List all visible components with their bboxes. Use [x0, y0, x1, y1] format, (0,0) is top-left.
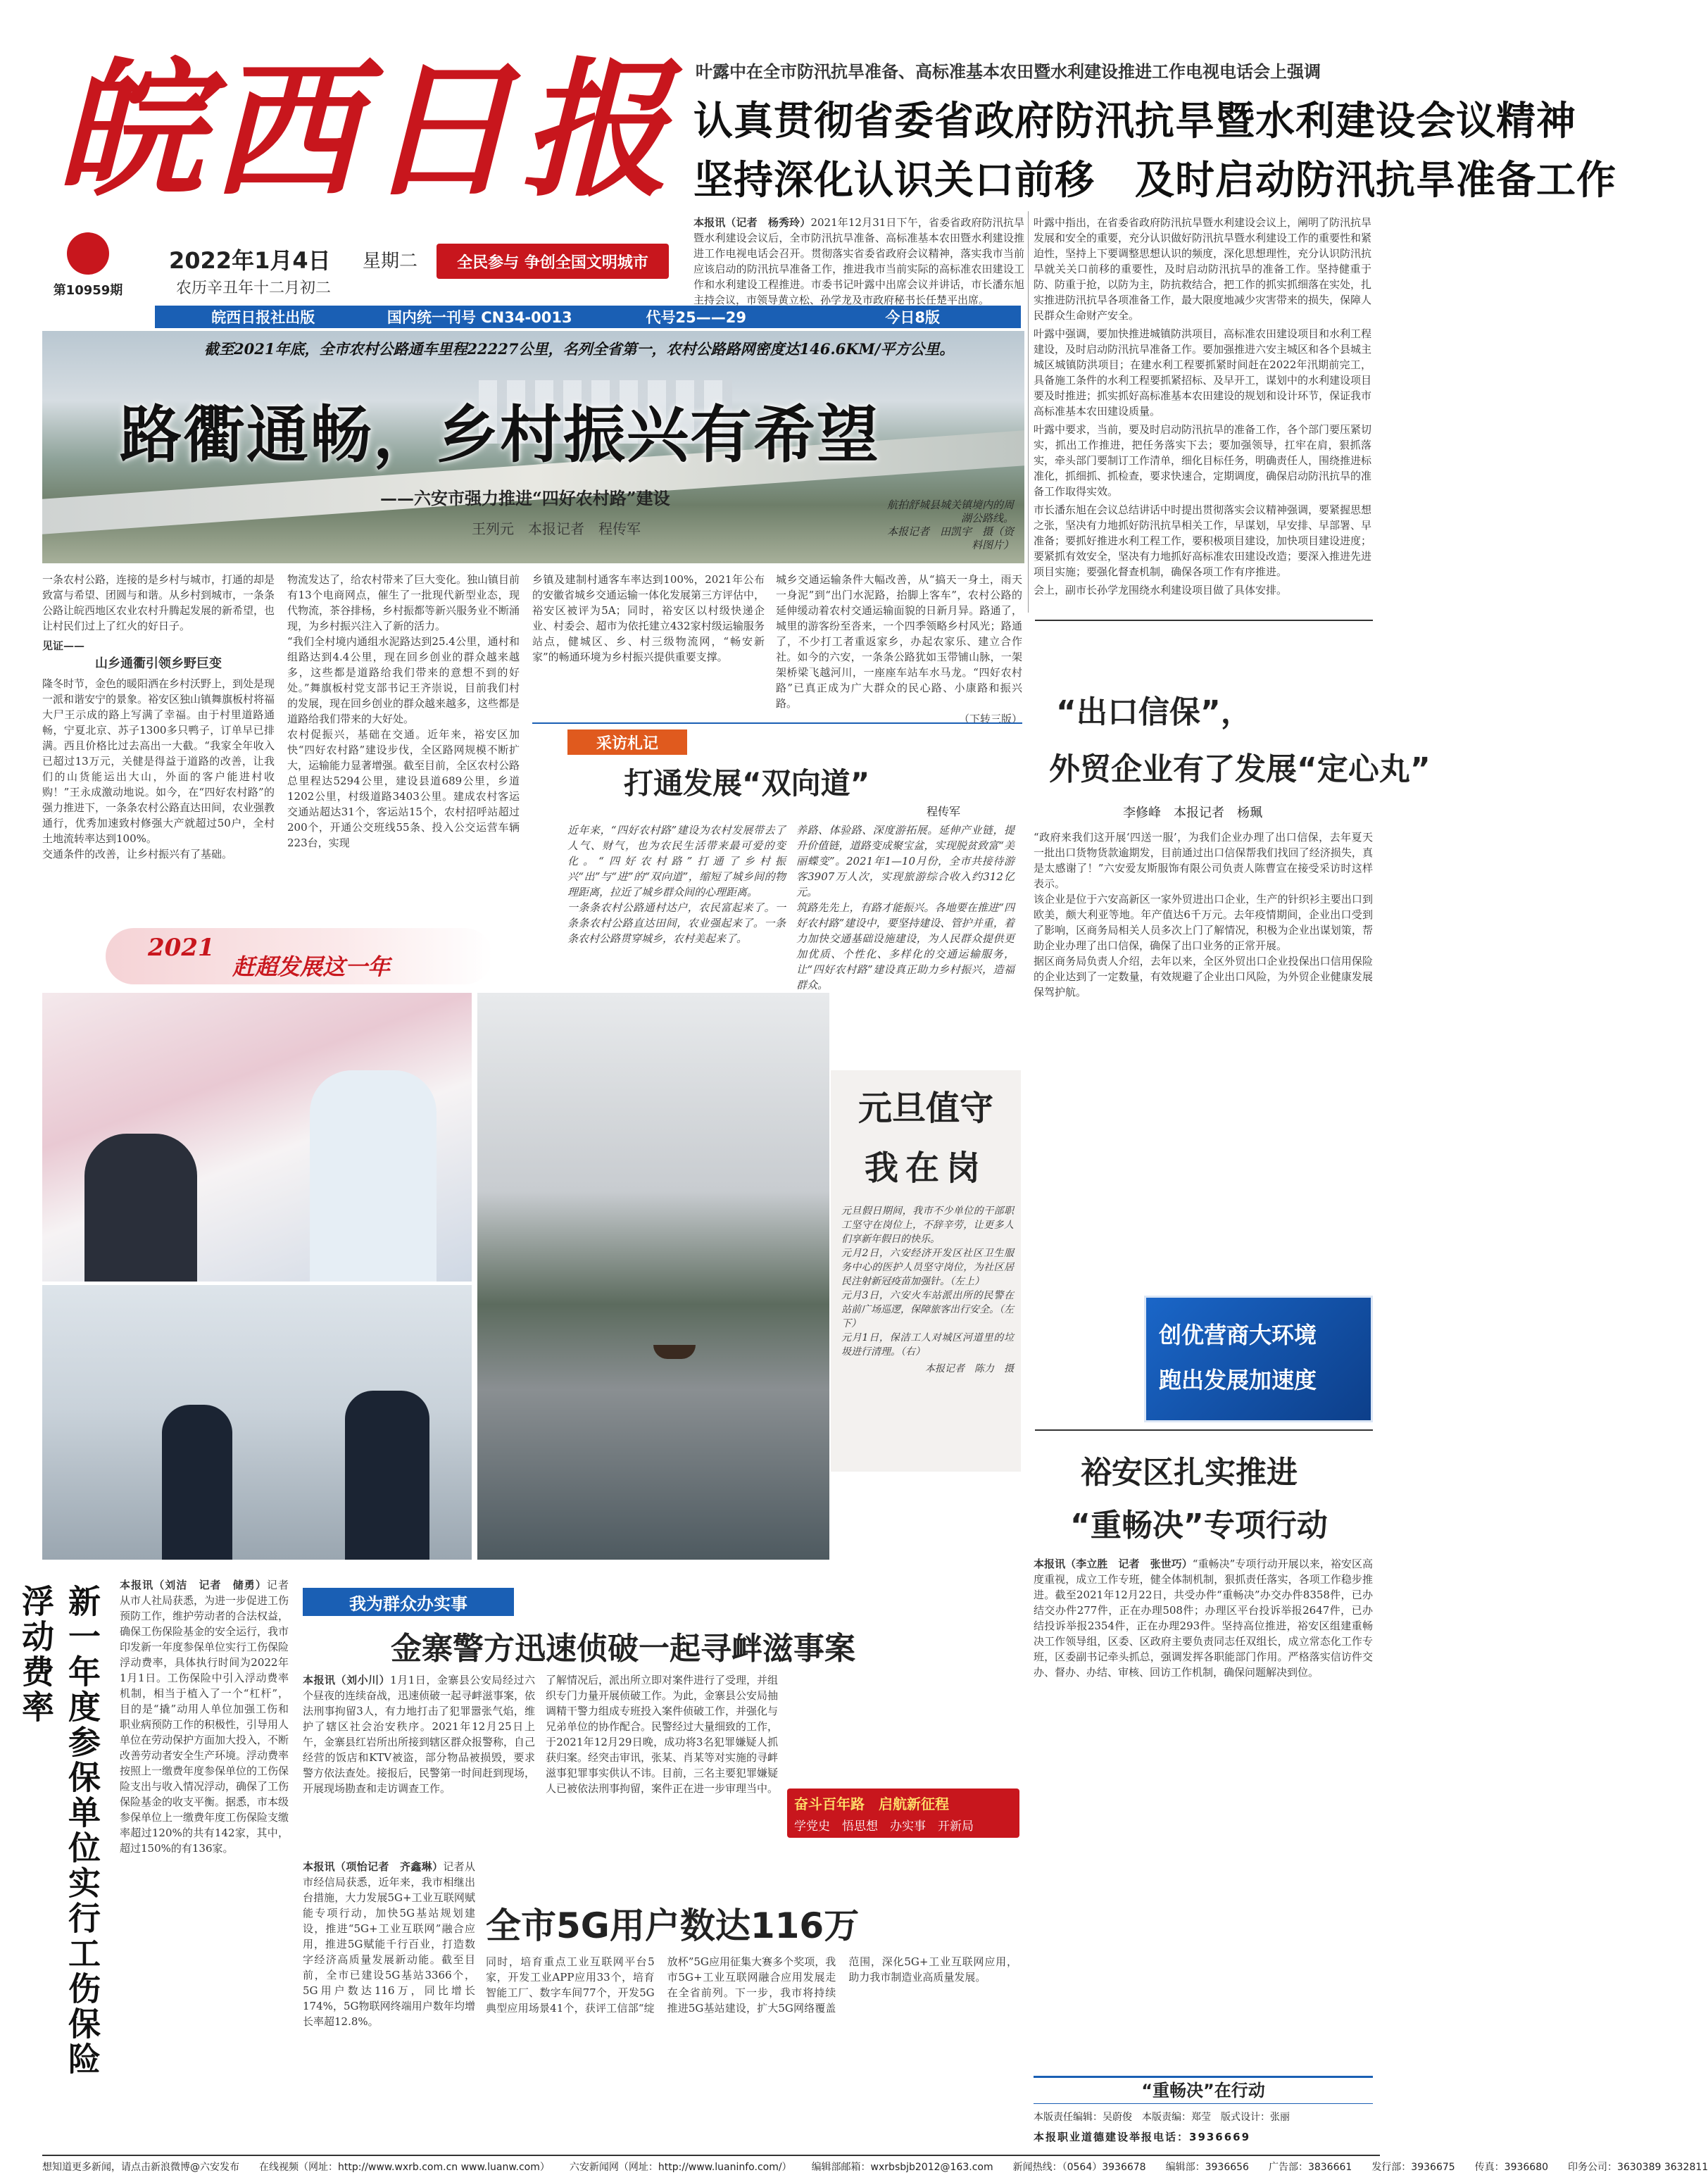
fiveg-text-b: 同时，培育重点工业互联网平台5家，开发工业APP应用33个，培育智能工厂、数字车间77个，开发5G典型应用场景41个，获评工信部“绽放杯”5G应用征集大赛多个奖项，我市5G+工业互联网融合应用发展走在全省前列。下一步，我市将持续推进5G基站建设，扩大5G网络覆盖范围，深化5G+工业互联网应用，助力我市制造业高质量发展。: [486, 1955, 1017, 2015]
yuan-body: [1034, 1556, 1373, 2077]
commentary-headline: 打通发展“双向道”: [624, 766, 870, 801]
fiveg-col-1: [303, 1859, 475, 2141]
year-banner: [106, 928, 493, 984]
feature-byline: 王列元 本报记者 程传军: [472, 520, 641, 537]
commentary-byline: 程传军: [927, 805, 961, 818]
right-feature-headline-2: 外贸企业有了发展“定心丸”: [1049, 751, 1431, 787]
top-story-byline: 本报讯（记者 杨秀玲）: [693, 216, 811, 229]
footer-item: 想知道更多新闻，请点击新浪微博@六安发布: [42, 2162, 239, 2173]
yuandan-text-d: 元月1日，保洁工人对城区河道里的垃圾进行清理。（右）: [841, 1332, 1014, 1358]
footer-item: 发行部：3936675: [1371, 2162, 1455, 2173]
caption-text: 航拍舒城县城关镇境内的周湖公路线。: [886, 499, 1014, 525]
police-text-b: 了解情况后，派出所立即对案件进行了受理，并组织专门力量开展侦破工作。为此，金寨县公安局抽调精干警力组成专班投入案件侦破工作，并强化与兄弟单位的协作配合。民警经过大量细致的工作，于2021年12月29日晚，成功将3名犯罪嫌疑人抓获归案。经突击审讯，张某、肖某等对实施的寻衅滋事犯罪事实供认不讳。目前，三名主要犯罪嫌疑人已被依法刑事拘留，案件正在进一步审理当中。: [546, 1674, 779, 1795]
police-tag: 我为群众办实事: [303, 1588, 514, 1616]
yuan-headline-2: “重畅决”专项行动: [1070, 1508, 1328, 1543]
caption-credit: 本报记者 田凯宇 摄（资料图片）: [886, 525, 1014, 551]
footer-bar: [42, 2155, 1708, 2174]
feature-deck: 截至2021年底，全市农村公路通车里程22227公里，名列全省第一，农村公路路网密度达146.6KM/平方公里。: [204, 340, 955, 358]
photo-figure: [345, 1391, 429, 1560]
box-headline-2: 跑出发展加速度: [1159, 1367, 1317, 1393]
yuan-headline-1: 裕安区扎实推进: [1081, 1455, 1298, 1491]
footer-item: 六安新闻网（网址：http://www.luaninfo.com/）: [569, 2162, 792, 2173]
police-headline: 金寨警方迅速侦破一起寻衅滋事案: [391, 1631, 855, 1667]
footer-item: 新闻热线：（0564）3936678: [1012, 2162, 1146, 2173]
photo-figure: [84, 1134, 197, 1282]
footer-item: 广告部：3836661: [1268, 2162, 1352, 2173]
police-byline: 本报讯（刘小川）: [303, 1674, 391, 1686]
badge-line-2: 学党史 悟思想 办实事 开新局: [794, 1819, 974, 1834]
yuandan-text-a: 元旦假日期间，我市不少单位的干部职工坚守在岗位上，不辞辛劳，让更多人们享新年假日的快乐。: [841, 1205, 1014, 1245]
yuandan-text-b: 元月2日，六安经济开发区社区卫生服务中心的医护人员坚守岗位，为社区居民注射新冠疫苗加强针。（左上）: [841, 1248, 1014, 1287]
masthead-date: 2022年1月4日: [169, 247, 331, 274]
commentary-text-b: 一条条农村公路通村达户，农民富起来了。一条条农村公路直达田间，农业强起来了。一条条农村公路贯穿城乡，农村美起来了。: [567, 901, 786, 945]
top-story-text-a: 2021年12月31日下午，省委省政府防汛抗旱暨水利建设会议后，全市防汛抗旱准备、高标准基本农田暨水利建设推进工作电视电话会召开。贯彻落实省委省政府会议精神，落实我市当前应该启动的防汛抗旱准备工作，推进我市当前实际的高标准农田建设工作和水利建设工程推进。市委书记叶露中出席会议并讲话，市长潘东旭主持会议，市领导黄立松、孙学龙及市政府秘书长任楚平出席。: [693, 216, 1024, 306]
feature-col2-text-c: 农村促振兴，基础在交通。近年来，裕安区加快“四好农村路”建设步伐，全区路网规模不断扩大，运输能力显著增强。截至目前，全区农村公路总里程达5294公里，建设县道689公里，乡道1202公里，村级道路3403公里。建成农村客运交通站超达31个，客运站15个，农村招呼站超过200个，开通公交班线55条、投入公交运营车辆223台，实现: [287, 728, 520, 849]
injury-byline: 本报讯（刘洁 记者 储勇）: [120, 1579, 267, 1591]
top-story-text-c: 叶露中强调，要加快推进城镇防洪项目，高标准农田建设项目和水利工程建设，及时启动防汛抗旱准备工作。要加强推进六安主城区和各个县城主城区城镇防洪项目；在建水利工程要抓紧时间赶在2022年汛期前完工，具备施工条件的水利工程要抓紧招标、及早开工，谋划中的水利建设项目要及时推进；抓实抓好高标准基本农田建设的规划和设计环节，保证我市高标准基本农田建设质量。: [1034, 327, 1372, 418]
issue-badge: [42, 232, 134, 303]
fiveg-col-2: [486, 1954, 1017, 2141]
right-feature-text-c: 据区商务局负责人介绍，去年以来，全区外贸出口企业投保出口信用保险的企业达到了一定数量，有效规避了企业出口风险，为外贸企业健康发展保驾护航。: [1034, 955, 1373, 998]
fiveg-headline: 全市5G用户数达116万: [486, 1905, 860, 1946]
commentary-text-a: 近年来，“四好农村路”建设为农村发展带去了人气、财气，也为农民生活带来最可爱的变化。“四好农村路”打通了乡村振兴“出”与“进”的“双向道”，缩短了城乡间的物理距离，拉近了城乡群众间的心理距离。: [567, 824, 786, 898]
yuan-text: “重畅决”专项行动开展以来，裕安区高度重视，成立工作专班，健全体制机制，狠抓责任落实，各项工作稳步推进。截至2021年12月22日，共受办件“重畅决”办交办件8358件，已办结交办件277件，正在办理508件；办理区平台投诉举报2647件，已办结投诉举报2354件，正在办理293件。坚持高位推进，裕安区组建重畅决工作领导组，区委、区政府主要负责同志任双组长，成立常态化工作专班，区委副书记牵头抓总，强调发挥各职能部门作用。严格落实信访件交办、督办、办结、审核、回访工作机制，确保问题解决到位。: [1034, 1558, 1373, 1679]
hotline-ad: 本报职业道德建设举报电话：3936669: [1034, 2131, 1251, 2143]
yuandan-headline-2: 我在岗: [864, 1148, 987, 1188]
box-headline-1: 创优营商大环境: [1159, 1322, 1317, 1348]
injury-text: 记者从市人社局获悉，为进一步促进工伤预防工作，维护劳动者的合法权益，确保工伤保险基金的安全运行，我市印发新一年度参保单位实行工伤保险浮动费率，具体执行时间为2022年1月1日。工伤保险中引入浮动费率机制，相当于植入了一个“杠杆”，目的是“撬”动用人单位加强工伤和职业病预防工作的积极性，引导用人单位在劳动保护方面加大投入，不断改善劳动者安全生产环境。浮动费率按照上一缴费年度参保单位的工伤保险支出与收入情况浮动，确保了工伤保险基金的收支平衡。据悉，市本级参保单位上一缴费年度工伤保险支缴率超过120%的共有142家，其中，超过150%的有136家。: [120, 1579, 289, 1855]
feature-col1-text-a: 一条农村公路，连接的是乡村与城市，打通的却是致富与希望、团圆与和谐。从乡村到城市，一条条公路让皖西地区农业农村升腾起发展的新希望，也让村民们过上了红火的好日子。: [42, 573, 275, 632]
feature-col2-text-b: “我们全村境内通组水泥路达到25.4公里，通村和组路达到4.4公里，现在回乡创业的群众越来越多，这些都是道路给我们带来的意想不到的好处。”舞旗板村党支部书记王齐崇说，目前我们村的发展，现在回乡创业的群众越来越多，这些都是道路给我们带来的大好处。: [287, 635, 520, 725]
divider: [1035, 1429, 1373, 1431]
top-story-body-2: [1034, 215, 1371, 609]
police-text-a: 1月1日，金寨县公安局经过六个昼夜的连续奋战，迅速侦破一起寻衅滋事案，依法刑事拘留3人，有力地打击了犯罪嚣张气焰，维护了辖区社会治安秩序。2021年12月25日上午，金寨县红岩所出所接到辖区群众报警称，自己经营的饭店和KTV被盗，部分物品被损毁，要求警方依法查处。接报后，民警第一时间赶到现场，开展现场勘查和走访调查工作。: [303, 1674, 536, 1795]
top-story-body-1: [693, 215, 1024, 306]
footer-item: 编辑部邮箱：wxrbsbjb2012@163.com: [811, 2162, 993, 2173]
yuandan-credit: 本报记者 陈力 摄: [925, 1363, 1014, 1374]
photo-boat: [653, 1345, 696, 1359]
commentary-text-d: 筑路先先上，有路才能振兴。各地要在推进“四好农村路”建设中，要坚持建设、管护并重，着力加快交通基础设施建设，为人民群众提供更加优质、个性化、多样化的交通运输服务，让“四好农村路”建设真正助力乡村振兴，造福群众。: [796, 901, 1015, 991]
yuan-box: “重畅决”在行动: [1034, 2076, 1373, 2104]
issue-number: 第10959期: [53, 283, 123, 298]
commentary-col-1: [567, 822, 786, 984]
feature-col3-text-b: 城乡交通运输条件大幅改善，从“搞天一身土，雨天一身泥”到“出门水泥路，抬脚上客车”，农村公路的延伸缓动着农村交通运输面貌的日新月异。路通了，城里的游客纷至沓来，一个四季领略乡村风光；路通了，不少打工者重返家乡，办起农家乐、建立合作社。如今的六安，一条条公路犹如玉带铺山脉，一架架桥梁飞越河川，一座座车站车水马龙。“四好农村路”已真正成为广大群众的民心路、小康路和振兴路。: [776, 573, 1022, 710]
right-feature-box: [1144, 1296, 1373, 1422]
info-publisher: 皖西日报社出版: [211, 309, 315, 326]
yuan-byline: 本报讯（李立胜 记者 张世巧）: [1034, 1558, 1193, 1570]
top-story-text-b: 叶露中指出，在省委省政府防汛抗旱暨水利建设会议上，阐明了防汛抗旱发展和安全的重要，充分认识做好防汛抗旱暨水利建设工作的重要性和紧迫性，坚持上下要调整思想认识的频度，深化思想理性，充分认识防汛抗旱就关关口前移的重要性，及时启动防汛抗旱的准备工作。坚持健重于防、防重于抢，以防为主，防抗救结合，把工作的抓实抓细落在实处，扎实推进防汛抗旱各项准备工作，最大限度地减少灾害带来的损失，保障人民群众生命财产安全。: [1034, 216, 1372, 322]
photo-river: [477, 993, 829, 1560]
yuandan-headline-1: 元旦值守: [858, 1089, 993, 1128]
fiveg-byline: 本报讯（项怡记者 齐鑫琳）: [303, 1860, 444, 1873]
divider: [1035, 620, 1373, 621]
feature-subhead: ——六安市强力推进“四好农村路”建设: [380, 488, 670, 508]
masthead-lunar: 农历辛丑年十二月初二: [176, 280, 332, 297]
photo-figure: [162, 1405, 232, 1560]
feature-col1-text-c: 交通条件的改善，让乡村振兴有了基础。: [42, 848, 233, 860]
year-banner-text: 赶超发展这一年: [232, 953, 391, 980]
injury-headline: 新一年度参保单位实行工伤保险浮动费率: [17, 1584, 101, 2077]
top-story-headline-2: 坚持深化认识关口前移 及时启动防汛抗旱准备工作: [693, 158, 1616, 203]
feature-col3-text-a: 乡镇及建制村通客车率达到100%，2021年公布的安徽省城乡交通运输一体化发展第三方评估中，裕安区被评为5A；同时，裕安区以村级快递企业、村委会、超市为依托建立432家村级运输服务站点，健城区、乡、村三级物流网，“畅安新家”的畅通环境为乡村振兴提供重要支撑。: [532, 573, 765, 663]
divider: [1028, 211, 1029, 613]
feature-col1-text-b: 隆冬时节，金色的暖阳洒在乡村沃野上，到处是现一派和谐安宁的景象。裕安区独山镇舞旗板村将福大尸王示成的路上写满了幸福。由于村里道路通畅，宁夏北京、苏子1300多只鸭子，订单早已排满。西且价格比过去高出一大截。“我家全年收入已超过13万元，关健是得益于道路的改善，让我们的山货能运出大山，外面的客户能进村收购！”王永成激动地说。如今，在“四好农村路”的强力推进下，一条条农村公路直达田间，农业强教通行，优秀加速致村修强大产就超过50户，全村土地流转率达到100%。: [42, 677, 275, 845]
masthead-weekday: 星期二: [363, 251, 418, 272]
logo-emblem: [67, 232, 109, 275]
footer-item: 印务公司：3630389 3632811: [1568, 2162, 1708, 2173]
top-story-text-f: 会上，副市长孙学龙围绕水利建设项目做了具体安排。: [1034, 584, 1288, 596]
feature-col-3: [532, 572, 765, 727]
right-feature-body: [1034, 829, 1373, 1294]
yuandan-body: [841, 1204, 1014, 1458]
info-code: 代号25——29: [646, 309, 746, 326]
feature-col2-text-a: 物流发达了，给农村带来了巨大变化。独山镇目前有13个电商网点，催生了一批现代新型业态，现代物流，茶谷排杨，乡村振都等新兴服务业不断涌现，为乡村振兴注入了新的活力。: [287, 573, 520, 632]
feature-headline: 路衢通畅，乡村振兴有希望: [120, 399, 881, 471]
year-banner-year: 2021: [148, 934, 215, 962]
photo-station: [42, 1285, 472, 1560]
injury-body: [120, 1577, 289, 2141]
footer-item: 传真：3936680: [1474, 2162, 1549, 2173]
footer-item: 在线视频（网址：http://www.wxrb.com.cn www.luanw.com）: [259, 2162, 550, 2173]
info-cn: 国内统一刊号 CN34-0013: [387, 309, 572, 326]
commentary-col-2: [796, 822, 1015, 991]
photo-figure: [310, 1070, 437, 1282]
photo-medical: [42, 993, 472, 1282]
info-bar: [155, 306, 1021, 328]
right-feature-text-a: “政府来我们这开展‘四送一服’，为我们企业办理了出口信保，去年夏天一批出口货物货款逾期发，目前通过出口信保帮我们找回了经济损失，真是太感谢了！”六安爱友斯服饰有限公司负责人陈曹宣在接受采访时这样表示。: [1034, 831, 1373, 890]
feature-col-1: [42, 572, 275, 903]
footer-item: 编辑部：3936656: [1165, 2162, 1249, 2173]
police-badge: [787, 1789, 1019, 1838]
top-story-text-e: 市长潘东旭在会议总结讲话中时提出贯彻落实会议精神强调，要紧握思想之张，坚决有力地抓好防汛抗旱相关工作，早谋划，早安排、早部署、早准备；要抓好推进水利工程工作，要积极项目建设，加快项目建设进度；要紧抓有效安全，坚决有力地抓好高标准农田建设改造；要深入推进先进项目实施；要强化督查机制，确保各项工作有序推进。: [1034, 503, 1372, 578]
badge-line-1: 奋斗百年路 启航新征程: [794, 1796, 949, 1812]
feature-col-4: [776, 572, 1022, 725]
feature-photo-caption: [880, 499, 1014, 552]
feature-col-2: [287, 572, 520, 903]
commentary-text-c: 养路、体验路、深度游拓展。延伸产业链，提升价值链，道路变成聚宝盆，实现脱贫致富“美丽蝶变”。2021年1—10月份，全市共接待游客3907万人次，实现旅游综合收入约312亿元。: [796, 824, 1015, 898]
slogan-badge: 全民参与 争创全国文明城市: [437, 244, 669, 279]
feature-col1-subhead: 山乡通衢引领乡野巨变: [95, 656, 222, 671]
top-story-text-d: 叶露中要求，当前，要及时启动防汛抗旱的准备工作，各个部门要压紧切实，抓出工作推进，把任务落实下去；要加强领导，扛牢在肩，狠抓落实，牵头部门要制订工作清单，细化目标任务，明确责任人，围绕推进标准化，抓细抓、抓检查，要求快速合，定期调度，确保启动防汛抗旱的准备工作取得实效。: [1034, 423, 1372, 498]
editor-credits: 本版责任编辑：吴蔚俊 本版责编：郑莹 版式设计：张丽: [1034, 2112, 1290, 2123]
commentary-box: [532, 722, 1022, 990]
commentary-tag: 采访札记: [567, 729, 687, 755]
info-pages: 今日8版: [885, 309, 941, 326]
right-feature-headline-1: “出口信保”，: [1056, 694, 1252, 730]
yuandan-text-c: 元月3日，六安火车站派出所的民警在站前广场巡逻，保障旅客出行安全。（左下）: [841, 1290, 1014, 1329]
right-feature-byline: 李修峰 本报记者 杨珮: [1123, 806, 1262, 820]
fiveg-text-a: 记者从市经信局获悉，近年来，我市相继出台措施，大力发展5G+工业互联网赋能专项行动，加快5G基站规划建设，推进“5G+工业互联网”融合应用，推进5G赋能千行百业，打造数字经济高质量发展新动能。截至目前，全市已建设5G基站3366个，5G用户数达116万，同比增长174%，5G物联网终端用户数年均增长率超12.8%。: [303, 1860, 475, 2028]
right-feature-text-b: 该企业是位于六安高新区一家外贸进出口企业，生产的针织衫主要出口到欧美，颇大利亚等地。年产值达6千万元。去年疫情期间，企业出口受到了影响，区商务局相关人员多次上门了解情况，积极为企业出谋划策，帮助企业办理了出口信保，确保了出口业务的正常开展。: [1034, 893, 1373, 952]
feature-col3-end: （下转三版）: [958, 713, 1022, 725]
top-story-headline-1: 认真贯彻省委省政府防汛抗旱暨水利建设会议精神: [693, 99, 1576, 144]
feature-col1-sub-label: 见证——: [42, 639, 85, 652]
masthead-logo: 皖西日报: [56, 43, 677, 217]
top-story-kicker: 叶露中在全市防汛抗旱准备、高标准基本农田暨水利建设推进工作电视电话会上强调: [696, 61, 1321, 82]
